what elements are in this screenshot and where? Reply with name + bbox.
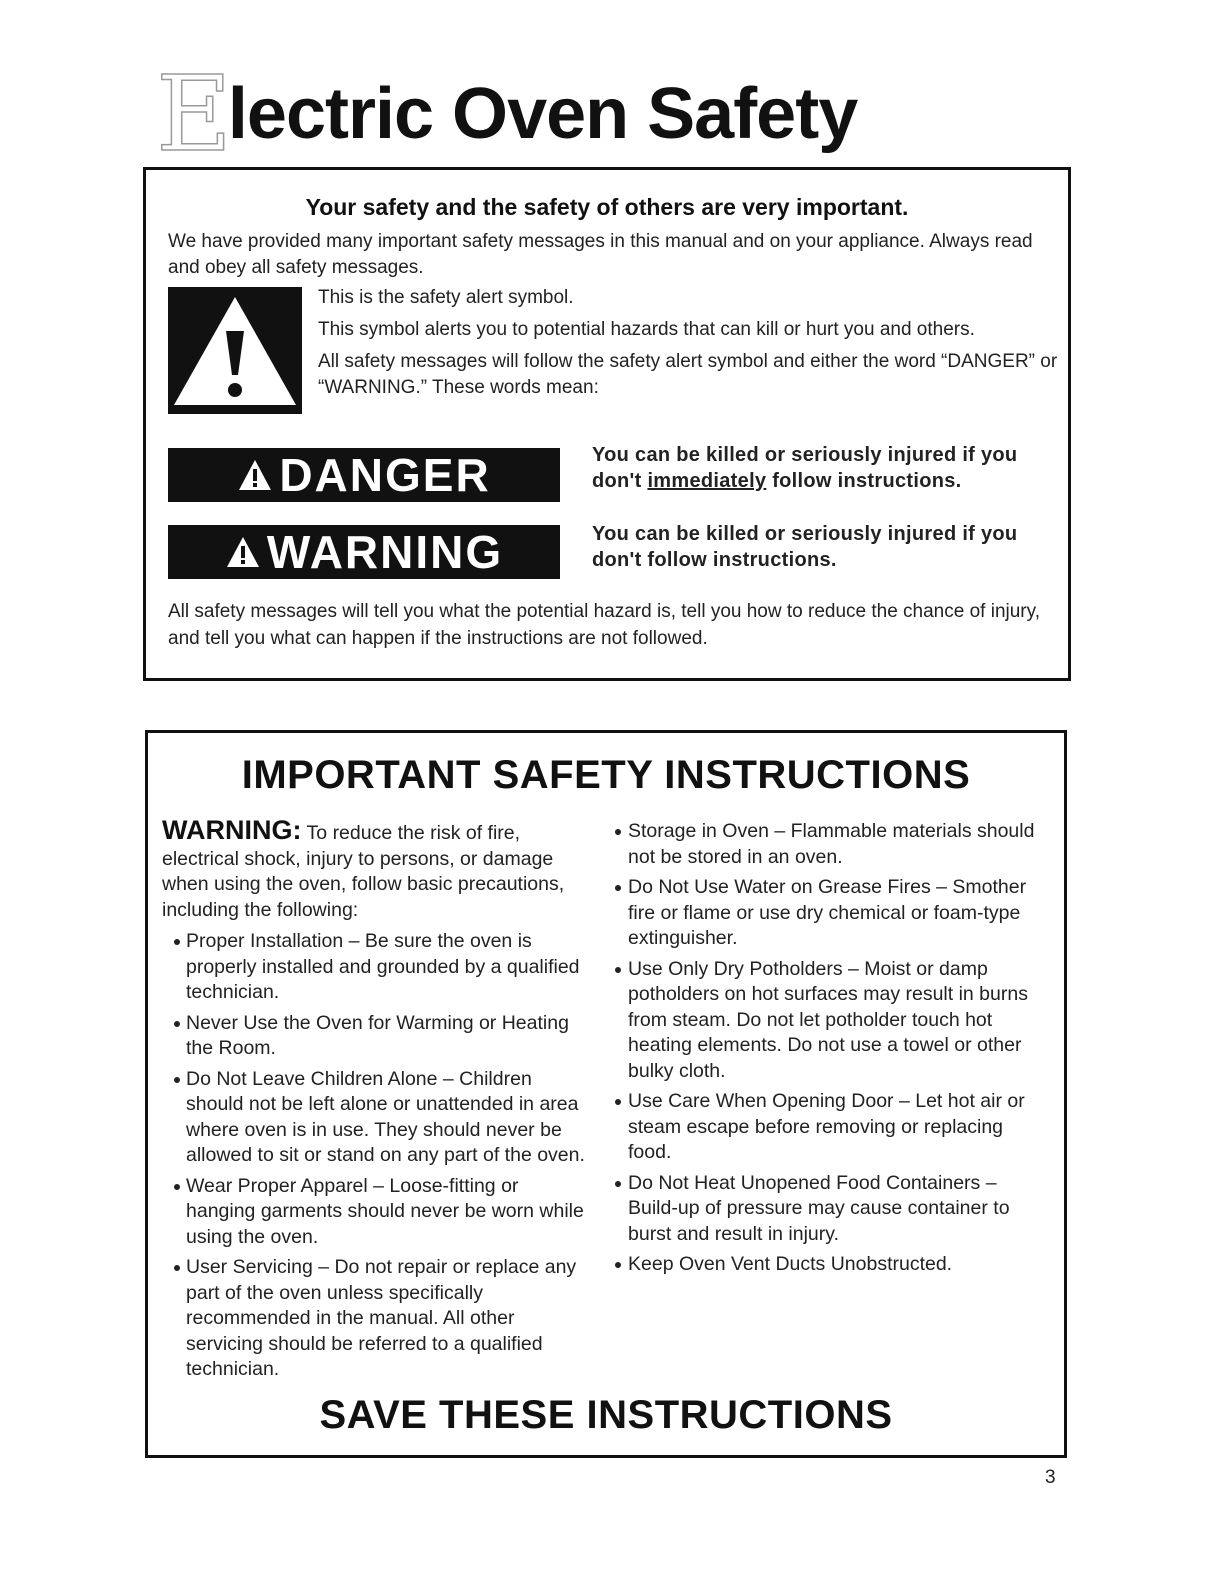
title-initial: E: [156, 53, 232, 175]
page-number: 3: [1045, 1467, 1056, 1488]
warning-banner: [168, 525, 560, 579]
danger-banner: [168, 448, 560, 502]
important-instructions-box: [145, 730, 1067, 1458]
instructions-right-column: [608, 819, 1048, 1283]
alert-line: All safety messages will follow the safety alert symbol and either the word “DANGER” or “WARNING.” These words mean:: [318, 351, 1058, 398]
alert-line: This symbol alerts you to potential hazards that can kill or hurt you and others.: [318, 319, 975, 340]
warning-label: WARNING: [266, 526, 504, 578]
instructions-left-column: [162, 815, 592, 1388]
danger-label: DANGER: [279, 449, 491, 501]
list-item: Use Care When Opening Door – Let hot air or steam escape before removing or replacing food.: [608, 1089, 1048, 1166]
alert-explanation: [318, 285, 1058, 407]
warning-intro-label: WARNING:: [162, 815, 302, 845]
danger-meaning-end: follow instructions.: [766, 470, 962, 492]
page-title: [156, 50, 858, 175]
danger-meaning-start: You can be killed or seriously injured if you don't: [592, 444, 1018, 492]
safety-closing: All safety messages will tell you what the potential hazard is, tell you how to reduce the chance of injury, and tell you what can happen if the instructions are not followed.: [168, 601, 1040, 649]
list-item: Proper Installation – Be sure the oven is properly installed and grounded by a qualified technician.: [162, 929, 592, 1006]
list-item: Do Not Leave Children Alone – Children should not be left alone or unattended in area where oven is in use. They should never be allowed to sit or stand on any part of the oven.: [162, 1067, 592, 1169]
instructions-headline: IMPORTANT SAFETY INSTRUCTIONS: [241, 753, 971, 797]
list-item: Use Only Dry Potholders – Moist or damp potholders on hot surfaces may result in burns from steam. Do not let potholder touch hot heating elements. Do not use a towel or other bulky cloth.: [608, 957, 1048, 1085]
danger-meaning: [592, 442, 1062, 494]
list-item: Keep Oven Vent Ducts Unobstructed.: [608, 1252, 1048, 1278]
instruction-list-right: [608, 819, 1048, 1278]
warning-triangle-icon: [237, 458, 273, 492]
warning-intro-text: To reduce the risk of fire, electrical shock, injury to persons, or damage when using the oven, follow basic precautions, including the following:: [162, 822, 565, 921]
list-item: User Servicing – Do not repair or replace any part of the oven unless specifically recommended in the manual. All other servicing should be referred to a qualified technician.: [162, 1255, 592, 1383]
save-instructions-footer: SAVE THESE INSTRUCTIONS: [319, 1393, 893, 1437]
warning-intro: [162, 815, 592, 923]
safety-intro: We have provided many important safety messages in this manual and on your appliance. Always read and obey all safety messages.: [168, 231, 1033, 278]
list-item: Do Not Use Water on Grease Fires – Smother fire or flame or use dry chemical or foam-type extinguisher.: [608, 875, 1048, 952]
title-text: lectric Oven Safety: [227, 74, 858, 154]
alert-line: This is the safety alert symbol.: [318, 287, 574, 308]
list-item: Never Use the Oven for Warming or Heating the Room.: [162, 1011, 592, 1062]
warning-meaning: You can be killed or seriously injured if you don't follow instructions.: [592, 523, 1018, 571]
danger-meaning-emphasis: immediately: [647, 470, 767, 492]
safety-message-box: [143, 167, 1071, 681]
list-item: Storage in Oven – Flammable materials should not be stored in an oven.: [608, 819, 1048, 870]
instruction-list-left: [162, 929, 592, 1383]
warning-triangle-icon: [225, 535, 261, 569]
safety-alert-icon: [168, 287, 302, 414]
safety-headline: Your safety and the safety of others are very important.: [305, 194, 909, 220]
list-item: Do Not Heat Unopened Food Containers – Build-up of pressure may cause container to burst and result in injury.: [608, 1171, 1048, 1248]
list-item: Wear Proper Apparel – Loose-fitting or hanging garments should never be worn while using the oven.: [162, 1174, 592, 1251]
